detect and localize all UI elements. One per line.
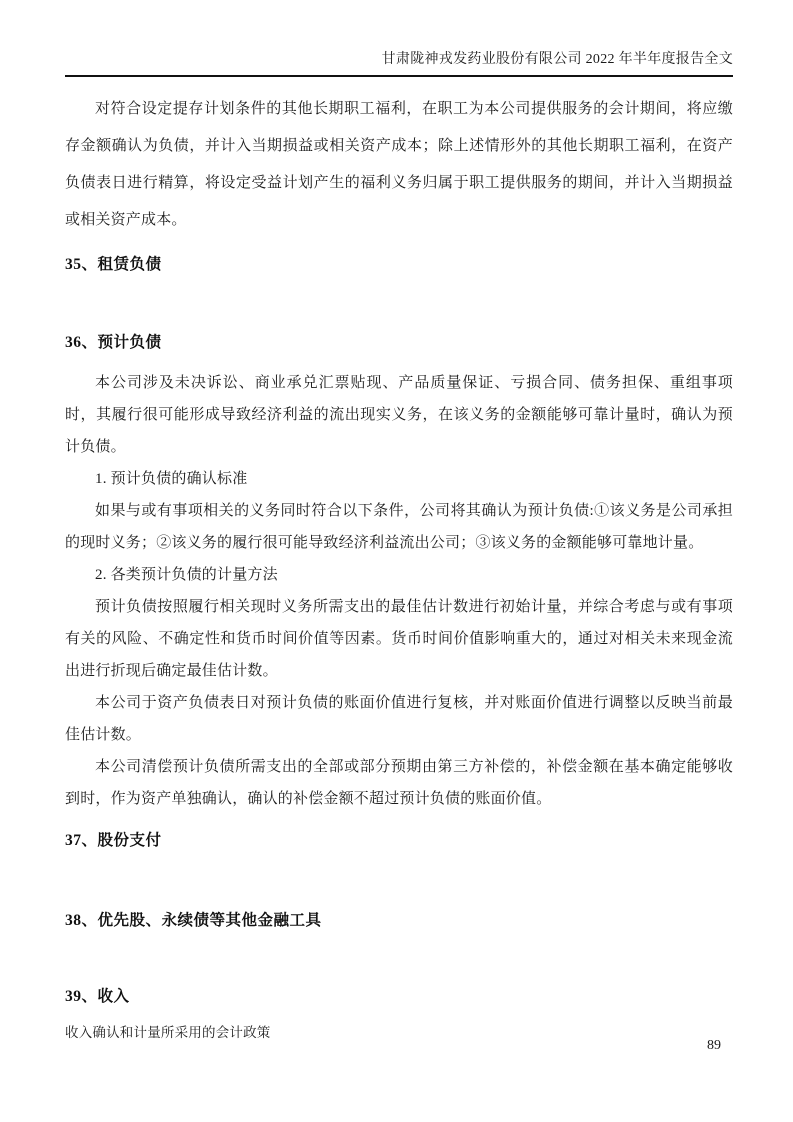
- section-36-body: [65, 367, 733, 815]
- page-number: 89: [707, 1038, 721, 1053]
- heading-38-preferred-shares-perpetual-bonds: 38、优先股、永续债等其他金融工具: [65, 912, 322, 929]
- header-title: 甘肃陇神戎发药业股份有限公司 2022 年半年度报告全文: [381, 52, 733, 67]
- subheading-revenue-accounting-policy: 收入确认和计量所采用的会计政策: [65, 1025, 271, 1040]
- item-2-measurement-method-title: 2. 各类预计负债的计量方法: [95, 567, 278, 583]
- heading-35-lease-liabilities: 35、租赁负债: [65, 256, 162, 273]
- page-header: [65, 50, 733, 77]
- heading-37-share-based-payment: 37、股份支付: [65, 832, 162, 849]
- paragraph-other-long-term-benefits: 对符合设定提存计划条件的其他长期职工福利，在职工为本公司提供服务的会计期间，将应缴存金额确认为负债，并计入当期损益或相关资产成本；除上述情形外的其他长期职工福利，在资产负债表日进行精算，将设定受益计划产生的福利义务归属于职工提供服务的期间，并计入当期损益或相关资产成本。: [65, 101, 733, 228]
- paragraph-balance-sheet-review: 本公司于资产负债表日对预计负债的账面价值进行复核，并对账面价值进行调整以反映当前最佳估计数。: [65, 695, 733, 743]
- paragraph-recognition-criteria: 如果与或有事项相关的义务同时符合以下条件，公司将其确认为预计负债:①该义务是公司承担的现时义务；②该义务的履行很可能导致经济利益流出公司；③该义务的金额能够可靠地计量。: [65, 503, 733, 551]
- page-content: [65, 91, 733, 1042]
- heading-39-revenue: 39、收入: [65, 988, 130, 1005]
- paragraph-measurement-method: 预计负债按照履行相关现时义务所需支出的最佳估计数进行初始计量，并综合考虑与或有事项有关的风险、不确定性和货币时间价值等因素。货币时间价值影响重大的，通过对相关未来现金流出进行折现后确定最佳估计数。: [65, 599, 733, 679]
- paragraph-third-party-compensation: 本公司清偿预计负债所需支出的全部或部分预期由第三方补偿的，补偿金额在基本确定能够收到时，作为资产单独确认，确认的补偿金额不超过预计负债的账面价值。: [65, 759, 733, 807]
- item-1-recognition-criteria-title: 1. 预计负债的确认标准: [95, 471, 248, 487]
- paragraph-estimated-liability-intro: 本公司涉及未决诉讼、商业承兑汇票贴现、产品质量保证、亏损合同、债务担保、重组事项时，其履行很可能形成导致经济利益的流出现实义务，在该义务的金额能够可靠计量时，确认为预计负债。: [65, 375, 733, 455]
- heading-36-estimated-liabilities: 36、预计负债: [65, 334, 162, 351]
